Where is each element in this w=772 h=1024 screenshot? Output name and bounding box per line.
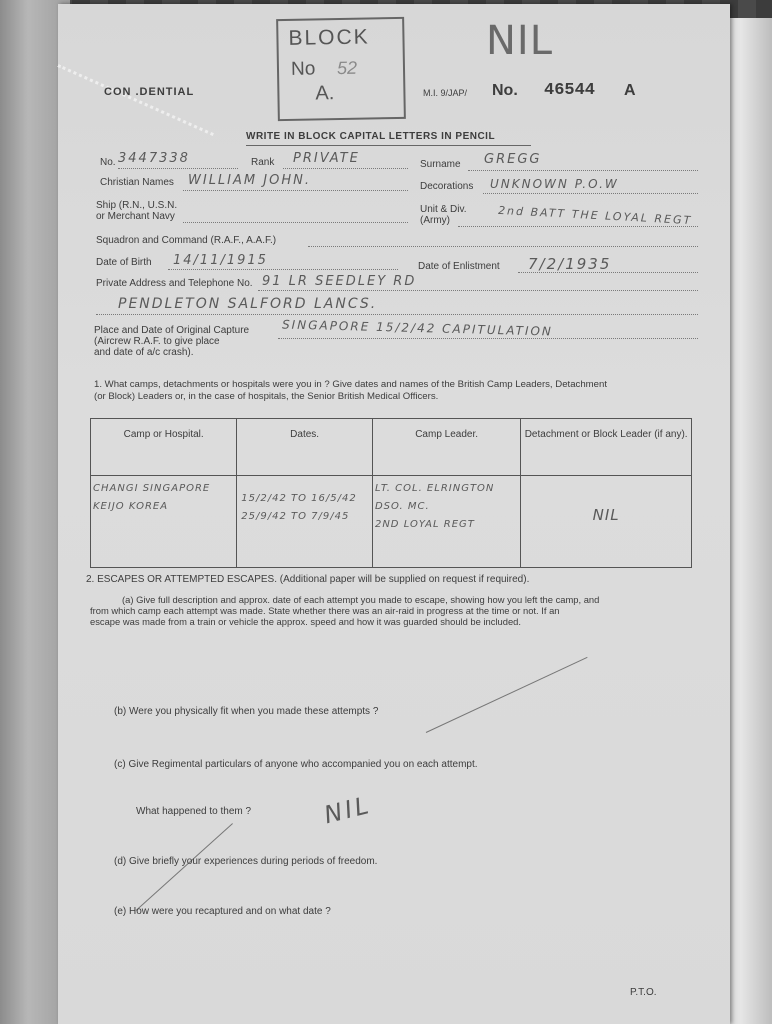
- col-camp: Camp or Hospital.: [91, 419, 237, 476]
- no-label: No.: [100, 157, 116, 168]
- camp-cell: [91, 476, 237, 568]
- q1-text-1: 1. What camps, detachments or hospitals were you in ? Give dates and names of the British Camp Leaders, Detachment: [94, 379, 607, 390]
- stamp-block: BLOCK: [288, 25, 370, 50]
- dob-value: 14/11/1915: [173, 253, 268, 268]
- no-line: [118, 168, 238, 169]
- dates-cell: [237, 476, 373, 568]
- address-label: Private Address and Telephone No.: [96, 278, 253, 289]
- form-page: [58, 4, 730, 1024]
- rank-line: [283, 168, 408, 169]
- strike-line-2: [136, 823, 233, 911]
- surname-label: Surname: [420, 159, 461, 170]
- capture-value: SINGAPORE 15/2/42 CAPITULATION: [281, 317, 554, 339]
- form-suffix: A: [624, 82, 636, 99]
- no-value: 3447338: [118, 151, 190, 166]
- q2-heading: 2. ESCAPES OR ATTEMPTED ESCAPES. (Additional paper will be supplied on request if required).: [86, 574, 530, 585]
- leader-cell: [372, 476, 520, 568]
- decorations-value: UNKNOWN P.O.W: [490, 177, 619, 191]
- leader-entry-3: 2ND LOYAL REGT: [374, 519, 475, 530]
- string-tie: [57, 64, 214, 136]
- surname-line: [468, 170, 698, 171]
- christian-value: WILLIAM JOHN.: [188, 173, 311, 188]
- address-value-1: 91 LR SEEDLEY RD: [262, 274, 417, 289]
- dates-entry-2: 25/9/42 TO 7/9/45: [241, 511, 350, 522]
- unit-value: 2nd BATT THE LOYAL REGT: [497, 203, 693, 228]
- col-leader: Camp Leader.: [372, 419, 520, 476]
- stamp-number: 52: [336, 57, 358, 79]
- address-line-2: [96, 314, 698, 315]
- rank-value: PRIVATE: [293, 151, 360, 166]
- q2a-text-1: (a) Give full description and approx. date of each attempt you made to escape, showing how you left the camp, and: [122, 594, 600, 605]
- camp-entry-1: CHANGI SINGAPORE: [93, 483, 211, 494]
- christian-line: [183, 190, 408, 191]
- q2e-text: (e) How were you recaptured and on what date ?: [114, 906, 331, 917]
- pto-label: P.T.O.: [630, 987, 657, 998]
- rank-label: Rank: [251, 157, 275, 168]
- mi-ref: M.I. 9/JAP/: [423, 88, 468, 98]
- stamp-letter: A.: [315, 82, 335, 105]
- decorations-line: [483, 193, 698, 194]
- col-detachment: Detachment or Block Leader (if any).: [521, 419, 692, 476]
- christian-label: Christian Names: [100, 177, 174, 188]
- nil-mark: NIL: [321, 790, 375, 830]
- q2c-text-2: What happened to them ?: [136, 806, 252, 817]
- classification-label: CON .DENTIAL: [104, 86, 195, 98]
- decorations-label: Decorations: [420, 181, 474, 192]
- enlist-line: [518, 272, 698, 273]
- block-stamp: [276, 17, 406, 121]
- squadron-line: [308, 246, 698, 247]
- leader-entry-2: DSO. MC.: [374, 501, 430, 512]
- address-line-1: [258, 290, 698, 291]
- unit-label-1: Unit & Div.: [420, 204, 467, 215]
- enlist-label: Date of Enlistment: [418, 261, 500, 272]
- nil-top: NIL: [486, 18, 554, 64]
- dob-line: [168, 269, 398, 270]
- col-dates: Dates.: [237, 419, 373, 476]
- table-header-row: [91, 419, 692, 476]
- q2a-text-3: escape was made from a train or vehicle the approx. speed and how it was guarded should be included.: [90, 616, 521, 627]
- address-value-2: PENDLETON SALFORD LANCS.: [118, 296, 378, 312]
- stamp-no: No: [290, 58, 316, 80]
- capture-label-3: and date of a/c crash).: [94, 347, 194, 358]
- table-row: [91, 476, 692, 568]
- camps-table: [90, 418, 692, 568]
- heading-underline: [246, 145, 531, 146]
- capture-line: [278, 338, 698, 339]
- q2c-text: (c) Give Regimental particulars of anyone who accompanied you on each attempt.: [114, 759, 478, 770]
- dob-label: Date of Birth: [96, 257, 152, 268]
- capture-label-1: Place and Date of Original Capture: [94, 325, 250, 336]
- enlist-value: 7/2/1935: [528, 255, 612, 273]
- unit-line: [458, 226, 698, 227]
- strike-line-1: [426, 657, 588, 733]
- q2b-text: (b) Were you physically fit when you made these attempts ?: [114, 706, 379, 717]
- q2d-text: (d) Give briefly your experiences during periods of freedom.: [114, 856, 378, 867]
- q1-text-2: (or Block) Leaders or, in the case of hospitals, the Senior British Medical Officers.: [94, 391, 439, 402]
- ship-label-1: Ship (R.N., U.S.N.: [96, 200, 178, 211]
- squadron-label: Squadron and Command (R.A.F., A.A.F.): [96, 235, 277, 246]
- form-number: 46544: [544, 81, 596, 100]
- camp-entry-2: KEIJO KOREA: [93, 501, 169, 512]
- q2a-text-2: from which camp each attempt was made. State whether there was an air-raid in progress at the time or not. If an: [90, 605, 560, 616]
- ship-label-2: or Merchant Navy: [96, 211, 175, 222]
- ship-line: [183, 222, 408, 223]
- dates-entry-1: 15/2/42 TO 16/5/42: [241, 493, 357, 504]
- detachment-cell: [521, 476, 692, 568]
- number-label: No.: [492, 82, 518, 99]
- leader-entry-1: LT. COL. ELRINGTON: [374, 483, 495, 494]
- instruction-heading: WRITE IN BLOCK CAPITAL LETTERS IN PENCIL: [246, 131, 496, 142]
- detachment-entry: NIL: [592, 506, 620, 524]
- unit-label-2: (Army): [420, 215, 450, 226]
- capture-label-2: (Aircrew R.A.F. to give place: [94, 336, 220, 347]
- surname-value: GREGG: [484, 152, 542, 167]
